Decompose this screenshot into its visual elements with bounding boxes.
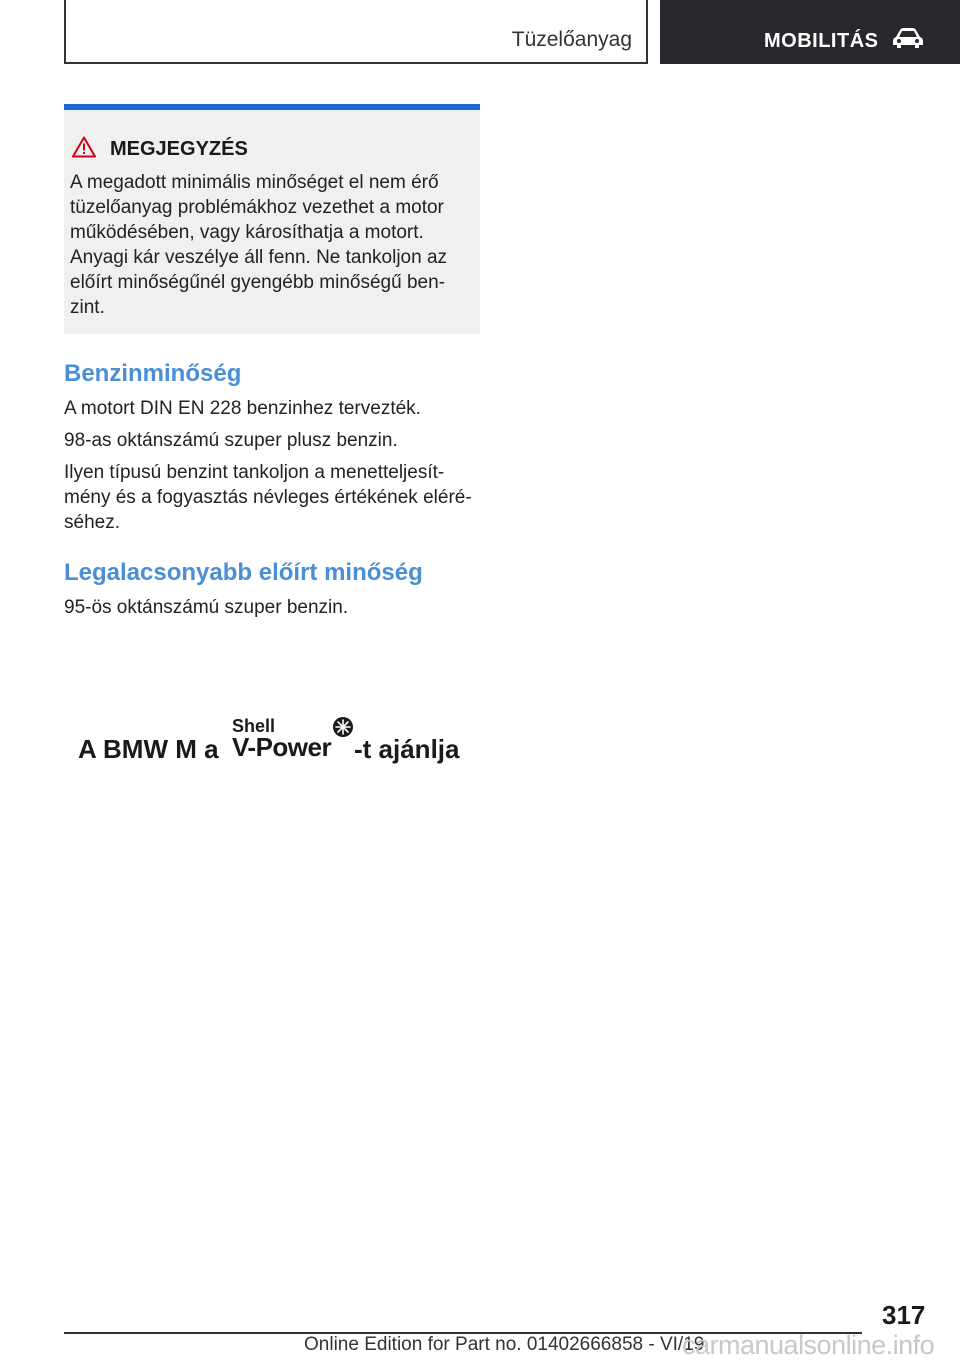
notice-line: működésében, vagy károsíthatja a motort. [70, 222, 424, 243]
paragraph: 95-ös oktánszámú szuper benzin. [64, 597, 349, 618]
paragraph-line: séhez. [64, 512, 120, 533]
paragraph: 98-as oktánszámú szuper plusz benzin. [64, 430, 398, 451]
notice-text [70, 170, 470, 320]
notice-title: MEGJEGYZÉS [110, 138, 248, 160]
header-chapter-title: MOBILITÁS [764, 30, 879, 52]
section-heading-minimum-quality: Legalacsonyabb előírt minőség [64, 559, 423, 586]
paragraph-line: Ilyen típusú benzint tankoljon a menetteljesít‐ [64, 462, 445, 483]
header-chapter-box [660, 0, 960, 64]
header-section-box [64, 0, 648, 64]
section-heading-gasoline-quality: Benzinminőség [64, 360, 242, 387]
paragraph: A motort DIN EN 228 benzinhez tervezték. [64, 398, 421, 419]
notice-line: Anyagi kár veszélye áll fenn. Ne tankoljon az [70, 247, 448, 268]
notice-line: tüzelőanyag problémákhoz vezethet a motor [70, 197, 444, 218]
car-icon [892, 27, 924, 49]
header-section-title: Tüzelőanyag [511, 28, 632, 51]
notice-box [64, 104, 480, 334]
shell-vpower-recommendation [78, 714, 478, 774]
starburst-logo-icon [332, 716, 354, 738]
notice-line: A megadott minimális minőséget el nem érő [70, 172, 439, 193]
notice-line: előírt minőségűnél gyengébb minőségű ben‐ [70, 272, 445, 293]
notice-line: zint. [70, 297, 105, 318]
warning-triangle-icon [72, 136, 96, 158]
ad-suffix: -t ajánlja [354, 734, 460, 764]
watermark: carmanualsonline.info [682, 1330, 935, 1360]
page-number: 317 [882, 1300, 926, 1330]
ad-brand-big: V-Power [232, 732, 332, 762]
ad-brand-small: Shell [232, 716, 276, 736]
paragraph-line: mény és a fogyasztás névleges értékének eléré‐ [64, 487, 472, 508]
ad-prefix: A BMW M a [78, 734, 219, 764]
footer-edition: Online Edition for Part no. 01402666858 - VI/19 [304, 1334, 705, 1355]
